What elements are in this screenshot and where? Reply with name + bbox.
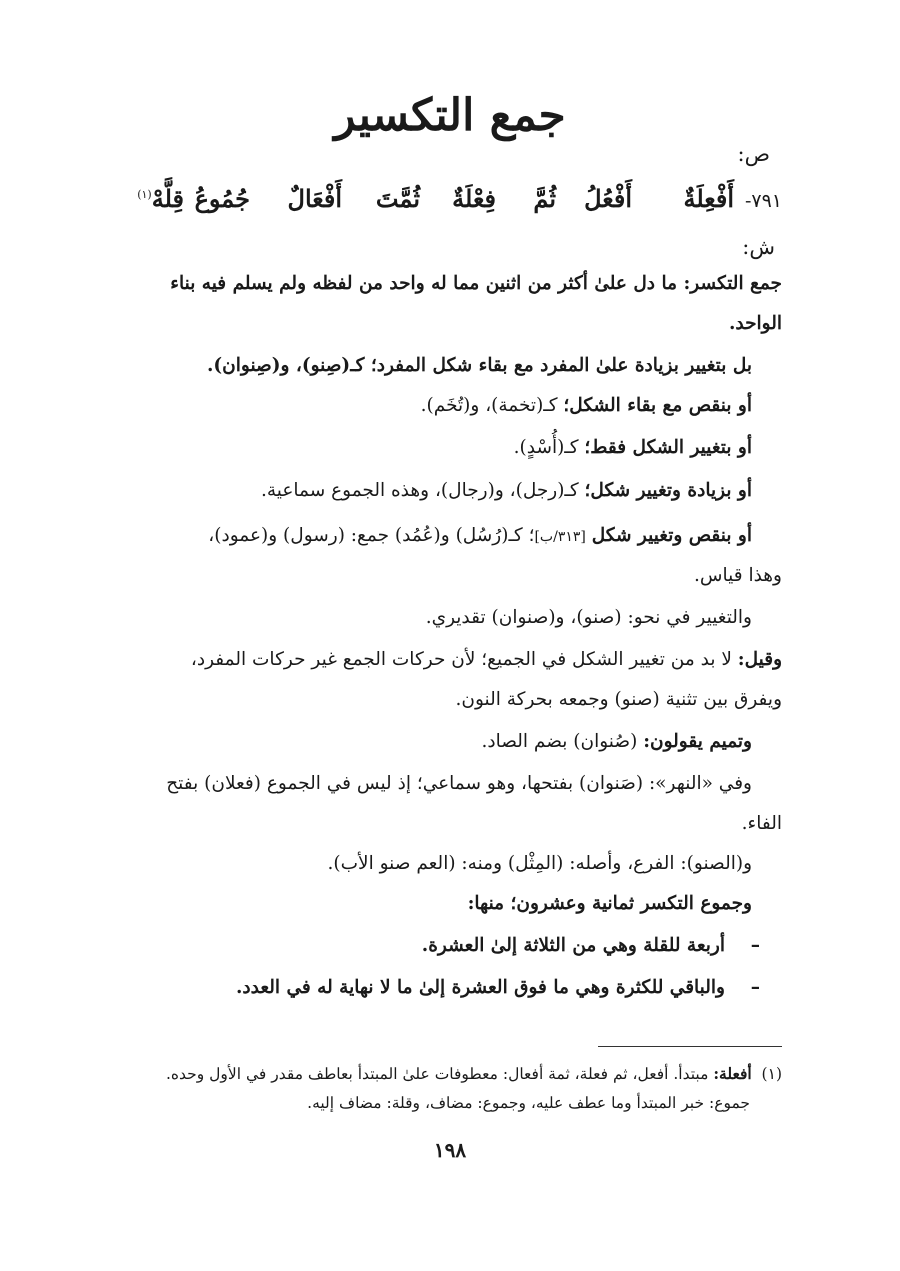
paragraph — [191, 649, 782, 671]
verse-word: جُمُوعُ — [194, 184, 250, 213]
footnote-text: مبتدأ. أفعل، ثم فعلة، ثمة أفعال: معطوفات علىٰ المبتدأ بعاطف مقدر في الأول وحده. — [165, 1065, 714, 1083]
verse-word: ثُمَّ — [533, 184, 556, 213]
verse-number: ٧٩١- — [744, 190, 782, 212]
bold-lead: أو بنقص وتغيير شكل — [591, 525, 752, 546]
paragraph-cont: الفاء. — [741, 813, 782, 834]
footnote-number: (١) — [761, 1065, 782, 1083]
bold-lead: وتميم يقولون: — [643, 731, 752, 752]
bold-lead: أو بتغيير الشكل فقط؛ — [584, 437, 752, 458]
definition-cont: الواحد. — [728, 313, 782, 334]
verse-word: قِلَّهْ — [151, 184, 184, 213]
paragraph — [514, 437, 752, 459]
bold-lead: أو بزيادة وتغيير شكل؛ — [584, 480, 752, 501]
manuscript-ref: [٣١٣/ب] — [534, 529, 586, 545]
footnote-ref: (١) — [137, 188, 152, 201]
bullet-item — [422, 935, 760, 957]
bullet-dash: – — [750, 935, 760, 956]
verse-word: ثُمَّتَ — [375, 184, 420, 213]
verse-label: ص: — [737, 142, 770, 166]
bold-lead: وقيل: — [737, 649, 782, 670]
paragraph: وجموع التكسر ثمانية وعشرون؛ منها: — [467, 893, 752, 914]
paragraph: و(الصنو): الفرع، وأصله: (المِثْل) ومنه: (العم صنو الأب). — [327, 853, 752, 874]
verse-word: فِعْلَةٌ — [452, 184, 496, 213]
paragraph: والتغيير في نحو: (صنو)، و(صنوان) تقديري. — [425, 607, 752, 628]
footnote-bold: أفعلة: — [713, 1064, 752, 1083]
bullet-dash: – — [750, 977, 760, 998]
bullet-item — [236, 977, 760, 999]
paragraph-text: (صُنوان) بضم الصاد. — [481, 731, 644, 752]
paragraph — [421, 395, 752, 417]
verse-word: أَفْعُلُ — [584, 184, 632, 213]
chapter-title: جمع التكسير — [334, 90, 566, 141]
verse-word-last — [137, 184, 184, 213]
paragraph: بل بتغيير بزيادة علىٰ المفرد مع بقاء شكل المفرد؛ كـ(صِنو)، و(صِنوان). — [206, 355, 752, 376]
paragraph-text: كـ(أُسْدٍ). — [513, 437, 585, 458]
verse-line — [118, 184, 782, 230]
page-number: ١٩٨ — [433, 1138, 467, 1162]
paragraph-text: كـ(تخمة)، و(تُخَم). — [420, 395, 564, 416]
paragraph — [481, 731, 752, 753]
commentary-label: ش: — [742, 235, 775, 259]
definition: جمع التكسر: ما دل علىٰ أكثر من اثنين مما له واحد من لفظه ولم يسلم فيه بناء — [170, 273, 782, 294]
paragraph: وفي «النهر»: (صَنوان) بفتحها، وهو سماعي؛ إذ ليس في الجموع (فعلان) بفتح — [166, 773, 752, 794]
paragraph-text: لا بد من تغيير الشكل في الجميع؛ لأن حركات الجمع غير حركات المفرد، — [190, 649, 738, 670]
bullet-text: والباقي للكثرة وهي ما فوق العشرة إلىٰ ما لا نهاية له في العدد. — [235, 977, 725, 998]
bullet-text: أربعة للقلة وهي من الثلاثة إلىٰ العشرة. — [421, 935, 725, 956]
paragraph-text: ؛ كـ(رُسُل) و(عُمُد) جمع: (رسول) و(عمود)، — [208, 525, 535, 546]
footnote-cont: جموع: خبر المبتدأ وما عطف عليه، وجموع: مضاف، وقلة: مضاف إليه. — [307, 1094, 750, 1112]
paragraph-cont: وهذا قياس. — [694, 565, 782, 586]
verse-word: أَفْعِلَةٌ — [683, 184, 734, 213]
verse-word: أَفْعَالٌ — [287, 184, 342, 213]
paragraph — [261, 480, 752, 502]
bold-lead: أو بنقص مع بقاء الشكل؛ — [563, 395, 752, 416]
footnote — [166, 1064, 782, 1083]
paragraph-text: كـ(رجل)، و(رجال)، وهذه الجموع سماعية. — [260, 480, 585, 501]
paragraph-cont: ويفرق بين تثنية (صنو) وجمعه بحركة النون. — [455, 689, 782, 710]
paragraph — [208, 525, 752, 547]
footnote-divider — [598, 1046, 782, 1047]
